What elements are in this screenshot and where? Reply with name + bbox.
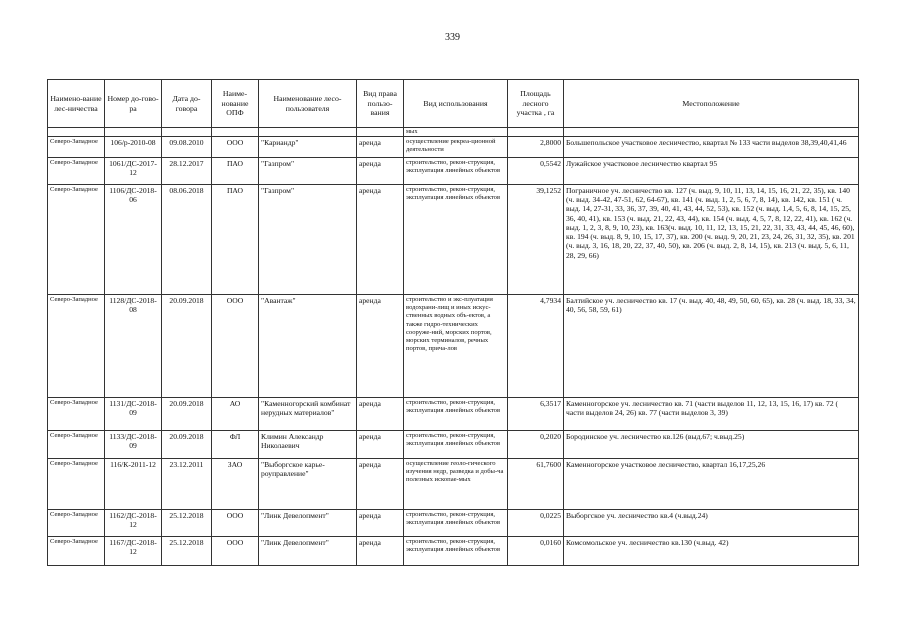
user-cell: "Каменногорский комбинат нерудных материалов" [259,397,357,430]
location-cell: Балтийское уч. лесничество кв. 17 (ч. выд. 40, 48, 49, 50, 60, 65), кв. 28 (ч. выд. 18, 33, 34, 40, 56, 58, 59, 61) [564,294,859,397]
continuation-use-cell: мых [404,128,508,137]
opf-cell: ПАО [212,184,259,294]
contract-number-cell: 116/К-2011-12 [105,458,162,509]
opf-cell: ФЛ [212,430,259,458]
user-cell: "Авантаж" [259,294,357,397]
table-row [48,294,859,397]
table-row [48,184,859,294]
opf-cell: ООО [212,294,259,397]
user-cell: "Линк Девелопмент" [259,536,357,565]
header-direction: Наимено-вание лес-ничества [48,80,105,128]
direction-cell: Северо-Западное [48,136,105,157]
use-cell: осуществление рекреа-ционной деятельности [404,136,508,157]
user-cell: Климин Александр Николаевич [259,430,357,458]
direction-cell: Северо-Западное [48,184,105,294]
table-row [48,509,859,536]
use-cell: строительство, рекон-струкция, эксплуатация линейных объектов [404,509,508,536]
table-row [48,536,859,565]
header-area: Площадь лесного участка , га [508,80,564,128]
contract-date-cell: 09.08.2010 [162,136,212,157]
area-cell: 0,5542 [508,157,564,184]
opf-cell: ЗАО [212,458,259,509]
direction-cell: Северо-Западное [48,157,105,184]
area-cell: 0,0225 [508,509,564,536]
header-date: Дата до-говора [162,80,212,128]
right-cell: аренда [357,536,404,565]
location-cell: Лужайское участковое лесничество квартал 95 [564,157,859,184]
continuation-row [48,128,859,137]
contract-number-cell: 1061/ДС-2017-12 [105,157,162,184]
right-cell: аренда [357,509,404,536]
opf-cell: ООО [212,136,259,157]
header-opf: Наиме-нование ОПФ [212,80,259,128]
area-cell: 6,3517 [508,397,564,430]
contract-date-cell: 20.09.2018 [162,294,212,397]
contract-date-cell: 25.12.2018 [162,536,212,565]
right-cell: аренда [357,458,404,509]
header-location: Местоположение [564,80,859,128]
contract-date-cell: 23.12.2011 [162,458,212,509]
contract-number-cell: 1162/ДС-2018-12 [105,509,162,536]
direction-cell: Северо-Западное [48,536,105,565]
contract-date-cell: 25.12.2018 [162,509,212,536]
location-cell: Бородинское уч. лесничество кв.126 (выд.67; ч.выд.25) [564,430,859,458]
contract-number-cell: 1133/ДС-2018-09 [105,430,162,458]
right-cell: аренда [357,184,404,294]
area-cell: 39,1252 [508,184,564,294]
table-row [48,157,859,184]
use-cell: строительство, рекон-струкция, эксплуатация линейных объектов [404,430,508,458]
use-cell: строительство и экс-плуатация водохрани-лищ и иных искус-ственных водных объ-ектов, а также гидро-технических сооруже-ний, морских портов, морских терминалов, речных портов, прича-лов [404,294,508,397]
user-cell: "Выборгское карье-роуправление" [259,458,357,509]
use-cell: строительство, рекон-струкция, эксплуатация линейных объектов [404,157,508,184]
contract-date-cell: 20.09.2018 [162,397,212,430]
contract-date-cell: 08.06.2018 [162,184,212,294]
opf-cell: ООО [212,536,259,565]
contract-number-cell: 1128/ДС-2018-08 [105,294,162,397]
contract-number-cell: 1106/ДС-2018-06 [105,184,162,294]
direction-cell: Северо-Западное [48,509,105,536]
opf-cell: ООО [212,509,259,536]
direction-cell: Северо-Западное [48,458,105,509]
use-cell: строительство, рекон-струкция, эксплуатация линейных объектов [404,184,508,294]
user-cell: "Газпром" [259,157,357,184]
lease-register-table [47,79,859,566]
header-use: Вид использования [404,80,508,128]
location-cell: Выборгское уч. лесничество кв.4 (ч.выд.24) [564,509,859,536]
user-cell: "Линк Девелопмент" [259,509,357,536]
use-cell: строительство, рекон-струкция, эксплуатация линейных объектов [404,397,508,430]
contract-number-cell: 106/р-2010-08 [105,136,162,157]
direction-cell: Северо-Западное [48,397,105,430]
contract-number-cell: 1131/ДС-2018-09 [105,397,162,430]
table-row [48,458,859,509]
header-right: Вид права пользо-вания [357,80,404,128]
area-cell: 4,7934 [508,294,564,397]
direction-cell: Северо-Западное [48,430,105,458]
table-row [48,136,859,157]
location-cell: Каменногорское участковое лесничество, квартал 16,17,25,26 [564,458,859,509]
area-cell: 2,8000 [508,136,564,157]
location-cell: Большепольское участковое лесничество, квартал № 133 части выделов 38,39,40,41,46 [564,136,859,157]
user-cell: "Газпром" [259,184,357,294]
use-cell: строительство, рекон-струкция, эксплуатация линейных объектов [404,536,508,565]
opf-cell: ПАО [212,157,259,184]
right-cell: аренда [357,397,404,430]
location-cell: Каменногорское уч. лесничество кв. 71 (части выделов 11, 12, 13, 15, 16, 17) кв. 72 ( части выделов 24, 26) кв. 77 (части выделов 3, 39) [564,397,859,430]
location-cell: Комсомольское уч. лесничество кв.130 (ч.выд. 42) [564,536,859,565]
contract-number-cell: 1167/ДС-2018-12 [105,536,162,565]
direction-cell: Северо-Западное [48,294,105,397]
right-cell: аренда [357,157,404,184]
right-cell: аренда [357,430,404,458]
header-row [48,80,859,128]
table-row [48,397,859,430]
page-number: 339 [445,32,460,43]
contract-date-cell: 20.09.2018 [162,430,212,458]
opf-cell: АО [212,397,259,430]
right-cell: аренда [357,136,404,157]
use-cell: осуществление геоло-гического изучения недр, разведка и добы-ча полезных ископае-мых [404,458,508,509]
header-user: Наименование лесо-пользователя [259,80,357,128]
user-cell: "Кариандр" [259,136,357,157]
table-row [48,430,859,458]
right-cell: аренда [357,294,404,397]
header-number: Номер до-гово-ра [105,80,162,128]
area-cell: 0,0160 [508,536,564,565]
contract-date-cell: 28.12.2017 [162,157,212,184]
location-cell: Пограничное уч. лесничество кв. 127 (ч. выд. 9, 10, 11, 13, 14, 15, 16, 21, 22, 35), кв. 140 (ч. выд. 34-42, 47-51, 62, 64-67), кв. 141 (ч. выд. 1, 2, 5, 6, 7, 8, 14), кв. 142, кв. 151 ( ч. выд. 14, 27-31, 33, 36, 37, 39, 40, 41, 43, 44, 52, 53), кв. 152 (ч. выд. 1,4, 5, 6, 8, 14, 15, 25, 36, 40, 41), кв. 153 (ч. выд. 21, 22, 43, 44), кв. 154 (ч. выд. 4, 5, 7, 8, 12, 22, 41), кв. 162 (ч. выд. 1, 2, 3, 8, 9, 10, 23), кв. 163(ч. выд. 10, 11, 12, 13, 15, 21, 22, 31, 33, 43, 44, 45, 46, 60), кв. 194 (ч. выд. 8, 9, 10, 15, 17, 37), кв. 200 (ч. выд. 9, 20, 21, 23, 24, 26, 31, 32, 35), кв. 201 (ч. выд. 3, 16, 18, 20, 22, 37, 40, 50), кв. 206 (ч. выд. 2, 8, 14, 15), кв. 213 (ч. выд. 5, 6, 11, 28, 29, 66) [564,184,859,294]
area-cell: 61,7600 [508,458,564,509]
area-cell: 0,2020 [508,430,564,458]
